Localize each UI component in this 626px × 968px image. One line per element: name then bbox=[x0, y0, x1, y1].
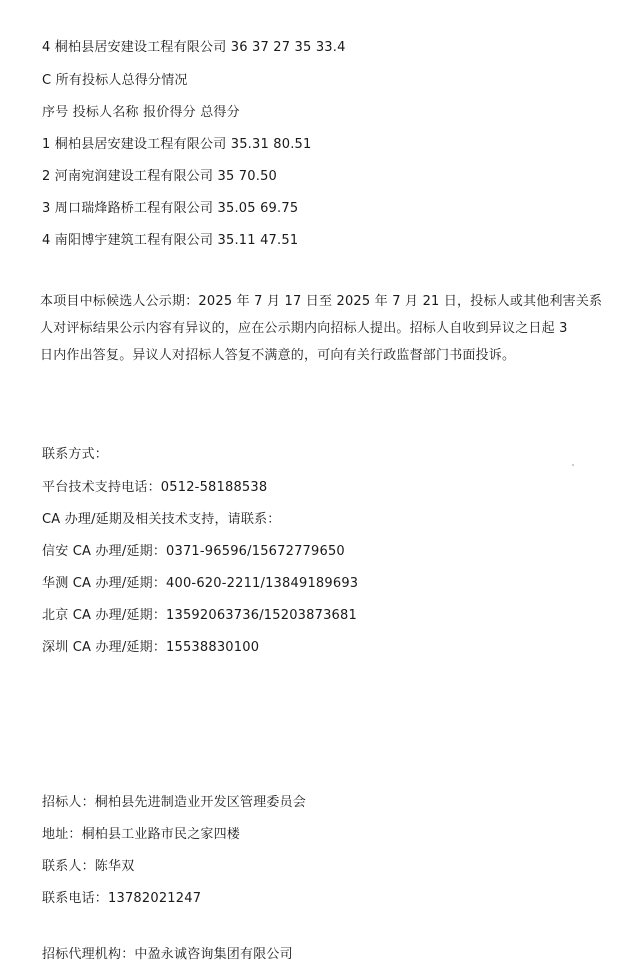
ca-contact-line: 深圳 CA 办理/延期：15538830100 bbox=[42, 640, 260, 655]
ca-contact-line: 北京 CA 办理/延期：13592063736/15203873681 bbox=[42, 608, 357, 623]
tenderer-contact-person: 联系人：陈华双 bbox=[42, 859, 135, 874]
tenderer-phone: 联系电话：13782021247 bbox=[42, 891, 202, 906]
score-table-row-4: 4 桐柏县居安建设工程有限公司 36 37 27 35 33.4 bbox=[42, 40, 346, 55]
total-score-row: 4 南阳博宇建筑工程有限公司 35.11 47.51 bbox=[42, 233, 299, 248]
total-score-row: 2 河南宛润建设工程有限公司 35 70.50 bbox=[42, 169, 278, 184]
publicity-notice bbox=[40, 288, 603, 369]
contact-title: 联系方式： bbox=[42, 447, 109, 462]
ca-contact-line: 信安 CA 办理/延期：0371-96596/15672779650 bbox=[42, 544, 345, 559]
notice-line: 日内作出答复。异议人对招标人答复不满意的，可向有关行政监督部门书面投诉。 bbox=[40, 348, 516, 363]
notice-line: 本项目中标候选人公示期：2025 年 7 月 17 日至 2025 年 7 月 21 日，投标人或其他利害关系 bbox=[40, 294, 603, 309]
agency-name: 招标代理机构：中盈永诚咨询集团有限公司 bbox=[42, 947, 293, 962]
ca-support-intro: CA 办理/延期及相关技术支持，请联系： bbox=[42, 512, 281, 527]
platform-support-phone: 平台技术支持电话：0512-58188538 bbox=[42, 480, 268, 495]
tenderer-address: 地址：桐柏县工业路市民之家四楼 bbox=[42, 827, 241, 842]
ca-contact-line: 华测 CA 办理/延期：400-620-2211/13849189693 bbox=[42, 576, 359, 591]
total-score-row: 1 桐柏县居安建设工程有限公司 35.31 80.51 bbox=[42, 137, 312, 152]
notice-line: 人对评标结果公示内容有异议的，应在公示期内向招标人提出。招标人自收到异议之日起 3 bbox=[40, 321, 568, 336]
section-c-title: C 所有投标人总得分情况 bbox=[42, 73, 188, 88]
total-score-row: 3 周口瑞烽路桥工程有限公司 35.05 69.75 bbox=[42, 201, 299, 216]
scan-speck bbox=[572, 464, 574, 466]
tenderer-name: 招标人：桐柏县先进制造业开发区管理委员会 bbox=[42, 795, 307, 810]
section-c-header: 序号 投标人名称 报价得分 总得分 bbox=[42, 105, 240, 120]
